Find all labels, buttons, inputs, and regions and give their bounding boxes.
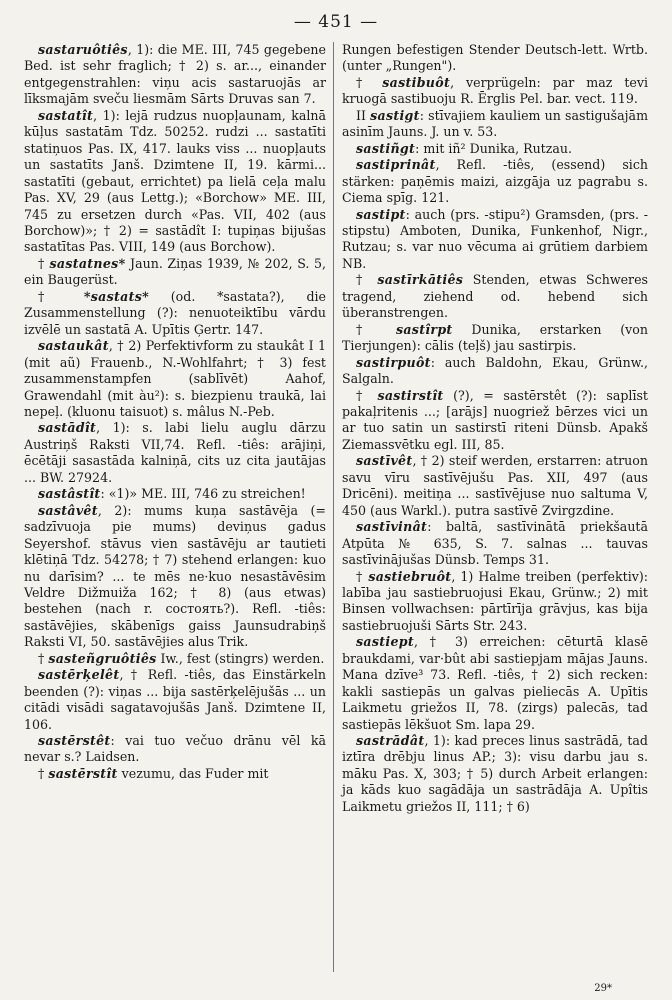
entry-right-12: sastīvinât: baltā, sastīvinātā priekšautā Atpūta № 635, S. 7. salnas ... tauvas sastīvinājušas Dünsb. Temps 31. — [342, 519, 648, 568]
entry-left-9: † sasteñgruôtiês Iw., fest (stingrs) werden. — [38, 650, 325, 666]
entry-left-8: sastâvêt, 2): mums kuņa sastāvēja (= sadzīvuoja pie mums) deviņus gadus Seyershof. stāvus vien sastāvēju ar tautieti klētiņā Tdz. 54278; † 7) stehend erlangen: kuo nu darīsim? ... te mēs ne·kuo nesastāvēsim Veldre Dižmuiža 162; † 8) (aus etwas) bestehen (nach r. состоять?). Refl. -tiês: sastāvējies, skābenīgs gaiss Jaunsudrabiņš Raksti VI, 50. sastāvējies alus Trik. — [24, 502, 326, 650]
entry-right-13: † sastiebruôt, 1) Halme treiben (perfektiv): labība jau sastiebruojusi Ekau, Grünw.; 2) mit Binsen vollwachsen: pārtīrīja grāvjus, kas bija sastiebruojuši Sārts Str. 243. — [342, 568, 648, 633]
entry-left-2: sastatît, 1): lejā rudzus nuopļaunam, kalnā kūļus sastatām Tdz. 50252. rudzi ... sastatīti statiņuos Pas. IX, 417. lauks viss ... nuopļauts un sastatīts Janš. Dzimtene II, 19. kārmi... sastatīti (gebaut, errichtet) pa lielā ceļa malu Pas. XV, 29 (aus Lettg.); «Borchow» ME. III, 745 zu ersetzen durch «Pas. VII, 402 (aus Borchow)»; † 2) = sastādît I: tupiņas bijušas sastatītas Pas. VIII, 149 (aus Borchow). — [24, 107, 326, 255]
entry-left-1: sastaruôtiês, 1): die ME. III, 745 gegebene Bed. ist sehr fraglich; † 2) s. ar..., einander entgegenstrahlen: viņu acis sastaruojās ar līksmajām sveču liesmām Sārts Druvas san 7. — [24, 42, 326, 107]
entry-left-4: † *sastats* (od. *sastata?), die Zusammenstellung (?): nenuoteiktību vārdu izvēlē un sastatā A. Upītis Ģertr. 147. — [24, 288, 326, 337]
entry-right-4: sastiñgt: mit iñ² Dunika, Rutzau. — [356, 140, 572, 156]
entry-left-6: sastādît, 1): s. labi lielu auglu dārzu Austriņš Raksti VII,74. Refl. -tiês: arājiņi, ēcētāji sasastāda kalniņā, cits uz cita jautājas ... BW. 27924. — [24, 420, 326, 485]
entry-left-10: sastērķelêt, † Refl. -tiês, das Einstärkeln beenden (?): viņas ... bija sastērķelējušās ... un citādi visādi sagatavojušās Janš. Dzimtene II, 106. — [24, 667, 326, 732]
left-column — [24, 42, 326, 782]
entry-left-3: † sastatnes* Jaun. Ziņas 1939, № 202, S. 5, ein Baugerüst. — [24, 255, 326, 288]
entry-right-7: † sastīrkātiês Stenden, etwas Schweres tragend, ziehend od. hebend sich überanstrengen. — [342, 272, 648, 321]
entry-left-12: † sastērstît vezumu, das Fuder mit — [38, 765, 269, 781]
entry-right-2: † sastibuôt, verprügeln: par maz tevi kruogā sastibuoju R. Ērglis Pel. bar. vect. 119. — [342, 74, 648, 107]
entry-left-11: sastērstêt: vai tuo večuo drānu vēl kā nevar s.? Laidsen. — [24, 733, 326, 765]
entry-right-8: † sastîrpt Dunika, erstarken (von Tierjungen): cālis (teļš) jau sastirpis. — [342, 321, 648, 354]
entry-right-5: sastiprinât, Refl. -tiês, (essend) sich stärken: paņēmis maizi, aizgāja uz pagrabu s. Ciema spīg. 121. — [342, 157, 648, 206]
entry-right-9: sastirpuôt: auch Baldohn, Ekau, Grünw., Salgaln. — [342, 354, 648, 387]
page-number: — 451 — — [293, 12, 379, 32]
entry-right-14: sastiept, † 3) erreichen: cēturtā klasē braukdami, var·bût abi sastiepjam mājas Jauns. Mana dzīve³ 73. Refl. -tiês, † 2) sich recken: kakli sastiepās un galvas pieliecās A. Upītis Laikmetu griežos II, 78. (zirgs) palecās, tad sastiepās lēkšuot Sm. lapa 29. — [342, 634, 648, 732]
entry-right-1: Rungen befestigen Stender Deutsch-lett. Wrtb. (unter „Rungen"). — [342, 42, 648, 74]
entry-right-6: sastipt: auch (prs. -stipu²) Gramsden, (prs. -stipstu) Amboten, Dunika, Funkenhof, Nigr., Rutzau; s. var nuo vēcuma ai grūtiem darbiem NB. — [342, 206, 648, 271]
entry-left-5: sastaukât, † 2) Perfektivform zu staukât I 1 (mit aũ) Frauenb., N.-Wohlfahrt; † 3) fest zusammenstampfen (sablīvēt) Aahof, Grawendahl (mit àu²): s. biezpienu traukā, lai nepeļ. (kluonu taisuot) s. mâlus N.-Peb. — [24, 338, 326, 419]
entry-right-10: † sastirstît (?), = sastērstêt (?): saplīst pakaļritenis ...; [arājs] nuogriež bērzes vici un ar tuo satin un sastirstī riteni Dünsb. Apakš Ziemassvētku egl. III, 85. — [342, 387, 648, 452]
column-divider — [333, 42, 334, 972]
right-column — [342, 42, 648, 815]
signature-mark: 29* — [594, 983, 612, 994]
entry-right-3: II sastigt: stīvajiem kauliem un sastigušajām asinīm Jauns. J. un v. 53. — [342, 107, 649, 140]
entry-left-7: sastâstît: «1)» ME. III, 746 zu streichen! — [38, 486, 306, 502]
entry-right-15: sastrādât, 1): kad preces linus sastrādā, tad iztīra drēbju linus AP.; 3): visu darbu jau s. māku Pas. X, 303; † 5) durch Arbeit erlangen: ja kāds kuo sagādāja un sastrādāja A. Upîtis Laikmetu griežos II, 111; † 6) — [342, 733, 648, 814]
entry-right-11: sastīvêt, † 2) steif werden, erstarren: atruon savu vīru sastīvējušu Pas. XII, 497 (aus Dricēni). meitiņa ... sastīvējuse nuo saltuma V, 450 (aus Warkl.). putra sastīvē Zvirgzdine. — [342, 453, 648, 518]
